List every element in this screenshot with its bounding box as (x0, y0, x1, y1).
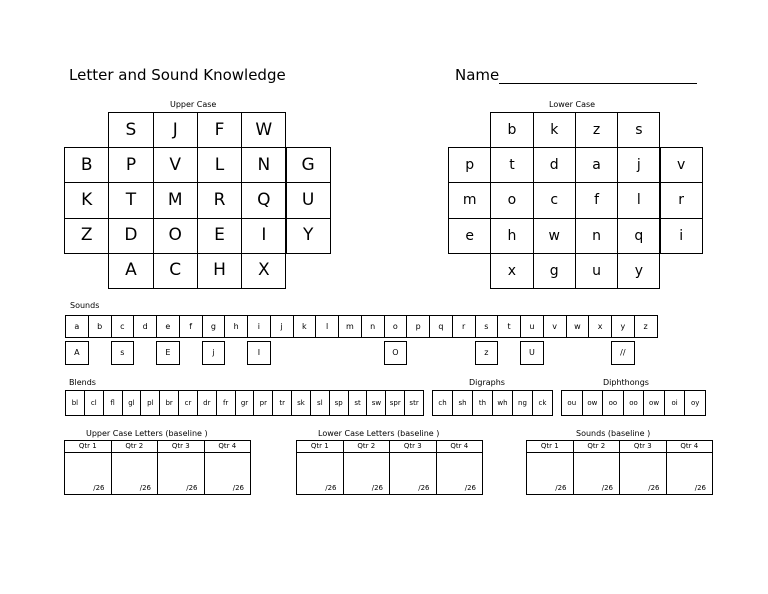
quarter-header: Qtr 1 (526, 440, 574, 453)
letter-cell: N (241, 147, 286, 183)
letter-cell: O (153, 218, 198, 254)
blends-cell: cr (178, 390, 198, 416)
letter-cell: j (617, 147, 660, 183)
quarter-score: /26 (436, 452, 484, 495)
letter-cell: G (286, 147, 331, 183)
blends-cell: cl (84, 390, 104, 416)
blends-cell: gl (122, 390, 142, 416)
letter-cell: V (153, 147, 198, 183)
diphthongs-cell: oo (623, 390, 645, 416)
letter-cell: h (490, 218, 533, 254)
diphthongs-cell: ow (582, 390, 604, 416)
sound-cell: a (65, 315, 89, 338)
sound-cell: r (452, 315, 476, 338)
blends-cell: pl (140, 390, 160, 416)
sound-cell: s (475, 315, 499, 338)
blends-cell: bl (65, 390, 85, 416)
quarter-header: Qtr 2 (111, 440, 159, 453)
name-field (455, 66, 697, 84)
sound-cell: g (202, 315, 226, 338)
sound-cell: j (270, 315, 294, 338)
quarter-header: Qtr 4 (204, 440, 252, 453)
quarter-score: /26 (526, 452, 574, 495)
letter-cell: Z (64, 218, 109, 254)
letter-cell: W (241, 112, 286, 148)
letter-cell: t (490, 147, 533, 183)
sound-cell: z (475, 341, 499, 365)
sound-cell: n (361, 315, 385, 338)
quarter-header: Qtr 4 (436, 440, 484, 453)
letter-cell: I (241, 218, 286, 254)
sounds-label: Sounds (70, 301, 100, 310)
sound-cell: s (111, 341, 135, 365)
quarter-score: /26 (204, 452, 252, 495)
letter-cell: L (197, 147, 242, 183)
quarter-header: Qtr 1 (64, 440, 112, 453)
blends-cell: br (159, 390, 179, 416)
sound-cell: u (520, 315, 544, 338)
quarter-header: Qtr 1 (296, 440, 344, 453)
blends-cell: fl (103, 390, 123, 416)
letter-cell: a (575, 147, 618, 183)
letter-cell: A (108, 253, 153, 289)
diphthongs-cell: oy (684, 390, 706, 416)
sound-cell: f (179, 315, 203, 338)
lower-case-label: Lower Case (549, 100, 596, 109)
sound-cell: U (520, 341, 544, 365)
digraphs-cell: sh (452, 390, 473, 416)
diphthongs-cell: oo (602, 390, 624, 416)
name-label: Name (455, 66, 500, 84)
quarter-score: /26 (64, 452, 112, 495)
letter-cell: D (108, 218, 153, 254)
quarter-header: Qtr 4 (666, 440, 714, 453)
letter-cell: l (617, 182, 660, 218)
letter-cell: f (575, 182, 618, 218)
diphthongs-cell: ow (643, 390, 665, 416)
sound-cell: y (611, 315, 635, 338)
digraphs-label: Digraphs (469, 378, 505, 387)
letter-cell: J (153, 112, 198, 148)
letter-cell: w (533, 218, 576, 254)
letter-cell: e (448, 218, 491, 254)
letter-cell: C (153, 253, 198, 289)
letter-cell: H (197, 253, 242, 289)
score-table-label: Upper Case Letters (baseline ) (86, 429, 208, 438)
digraphs-cell: ng (512, 390, 533, 416)
letter-cell: i (660, 218, 703, 254)
diphthongs-label: Diphthongs (603, 378, 649, 387)
letter-cell: S (108, 112, 153, 148)
letter-cell: F (197, 112, 242, 148)
quarter-header: Qtr 3 (157, 440, 205, 453)
blends-cell: pr (253, 390, 273, 416)
quarter-score: /26 (343, 452, 391, 495)
blends-cell: fr (216, 390, 236, 416)
blends-cell: st (348, 390, 368, 416)
letter-cell: u (575, 253, 618, 289)
digraphs-cell: ch (432, 390, 453, 416)
letter-cell: U (286, 182, 331, 218)
page-title: Letter and Sound Knowledge (69, 66, 286, 84)
letter-cell: r (660, 182, 703, 218)
sound-cell: z (634, 315, 658, 338)
sound-cell: m (338, 315, 362, 338)
letter-cell: m (448, 182, 491, 218)
letter-cell: g (533, 253, 576, 289)
quarter-score: /26 (111, 452, 159, 495)
blends-cell: tr (272, 390, 292, 416)
sound-cell: t (497, 315, 521, 338)
letter-cell: y (617, 253, 660, 289)
letter-cell: z (575, 112, 618, 148)
letter-cell: Y (286, 218, 331, 254)
letter-cell: T (108, 182, 153, 218)
quarter-score: /26 (389, 452, 437, 495)
sound-cell: o (384, 315, 408, 338)
sound-cell: O (384, 341, 408, 365)
letter-cell: M (153, 182, 198, 218)
quarter-header: Qtr 3 (619, 440, 667, 453)
blends-cell: sk (291, 390, 311, 416)
letter-cell: b (490, 112, 533, 148)
sound-cell: d (133, 315, 157, 338)
upper-case-label: Upper Case (170, 100, 217, 109)
diphthongs-cell: ou (561, 390, 583, 416)
letter-cell: n (575, 218, 618, 254)
name-line (499, 69, 697, 84)
sound-cell: h (224, 315, 248, 338)
sound-cell: I (247, 341, 271, 365)
sound-cell: A (65, 341, 89, 365)
blends-cell: sp (329, 390, 349, 416)
quarter-score: /26 (157, 452, 205, 495)
blends-cell: str (404, 390, 424, 416)
sound-cell: p (406, 315, 430, 338)
letter-cell: c (533, 182, 576, 218)
sound-cell: q (429, 315, 453, 338)
score-table-label: Sounds (baseline ) (576, 429, 651, 438)
sound-cell: b (88, 315, 112, 338)
letter-cell: q (617, 218, 660, 254)
sound-cell: j (202, 341, 226, 365)
blends-cell: sl (310, 390, 330, 416)
sound-cell: x (588, 315, 612, 338)
quarter-score: /26 (296, 452, 344, 495)
blends-cell: gr (235, 390, 255, 416)
sound-cell: i (247, 315, 271, 338)
quarter-header: Qtr 2 (343, 440, 391, 453)
letter-cell: x (490, 253, 533, 289)
letter-cell: p (448, 147, 491, 183)
digraphs-cell: th (472, 390, 493, 416)
letter-cell: E (197, 218, 242, 254)
blends-cell: spr (385, 390, 405, 416)
sound-cell: // (611, 341, 635, 365)
letter-cell: o (490, 182, 533, 218)
letter-cell: k (533, 112, 576, 148)
letter-cell: Q (241, 182, 286, 218)
letter-cell: s (617, 112, 660, 148)
letter-cell: K (64, 182, 109, 218)
letter-cell: R (197, 182, 242, 218)
sound-cell: w (566, 315, 590, 338)
sound-cell: E (156, 341, 180, 365)
digraphs-cell: ck (532, 390, 553, 416)
quarter-header: Qtr 2 (573, 440, 621, 453)
letter-cell: P (108, 147, 153, 183)
sound-cell: e (156, 315, 180, 338)
sound-cell: v (543, 315, 567, 338)
letter-cell: v (660, 147, 703, 183)
blends-cell: sw (366, 390, 386, 416)
letter-cell: d (533, 147, 576, 183)
diphthongs-cell: oi (664, 390, 686, 416)
digraphs-cell: wh (492, 390, 513, 416)
quarter-header: Qtr 3 (389, 440, 437, 453)
quarter-score: /26 (619, 452, 667, 495)
quarter-score: /26 (573, 452, 621, 495)
quarter-score: /26 (666, 452, 714, 495)
score-table-label: Lower Case Letters (baseline ) (318, 429, 440, 438)
letter-cell: B (64, 147, 109, 183)
blends-label: Blends (69, 378, 96, 387)
sound-cell: l (315, 315, 339, 338)
sound-cell: c (111, 315, 135, 338)
blends-cell: dr (197, 390, 217, 416)
sound-cell: k (293, 315, 317, 338)
letter-cell: X (241, 253, 286, 289)
